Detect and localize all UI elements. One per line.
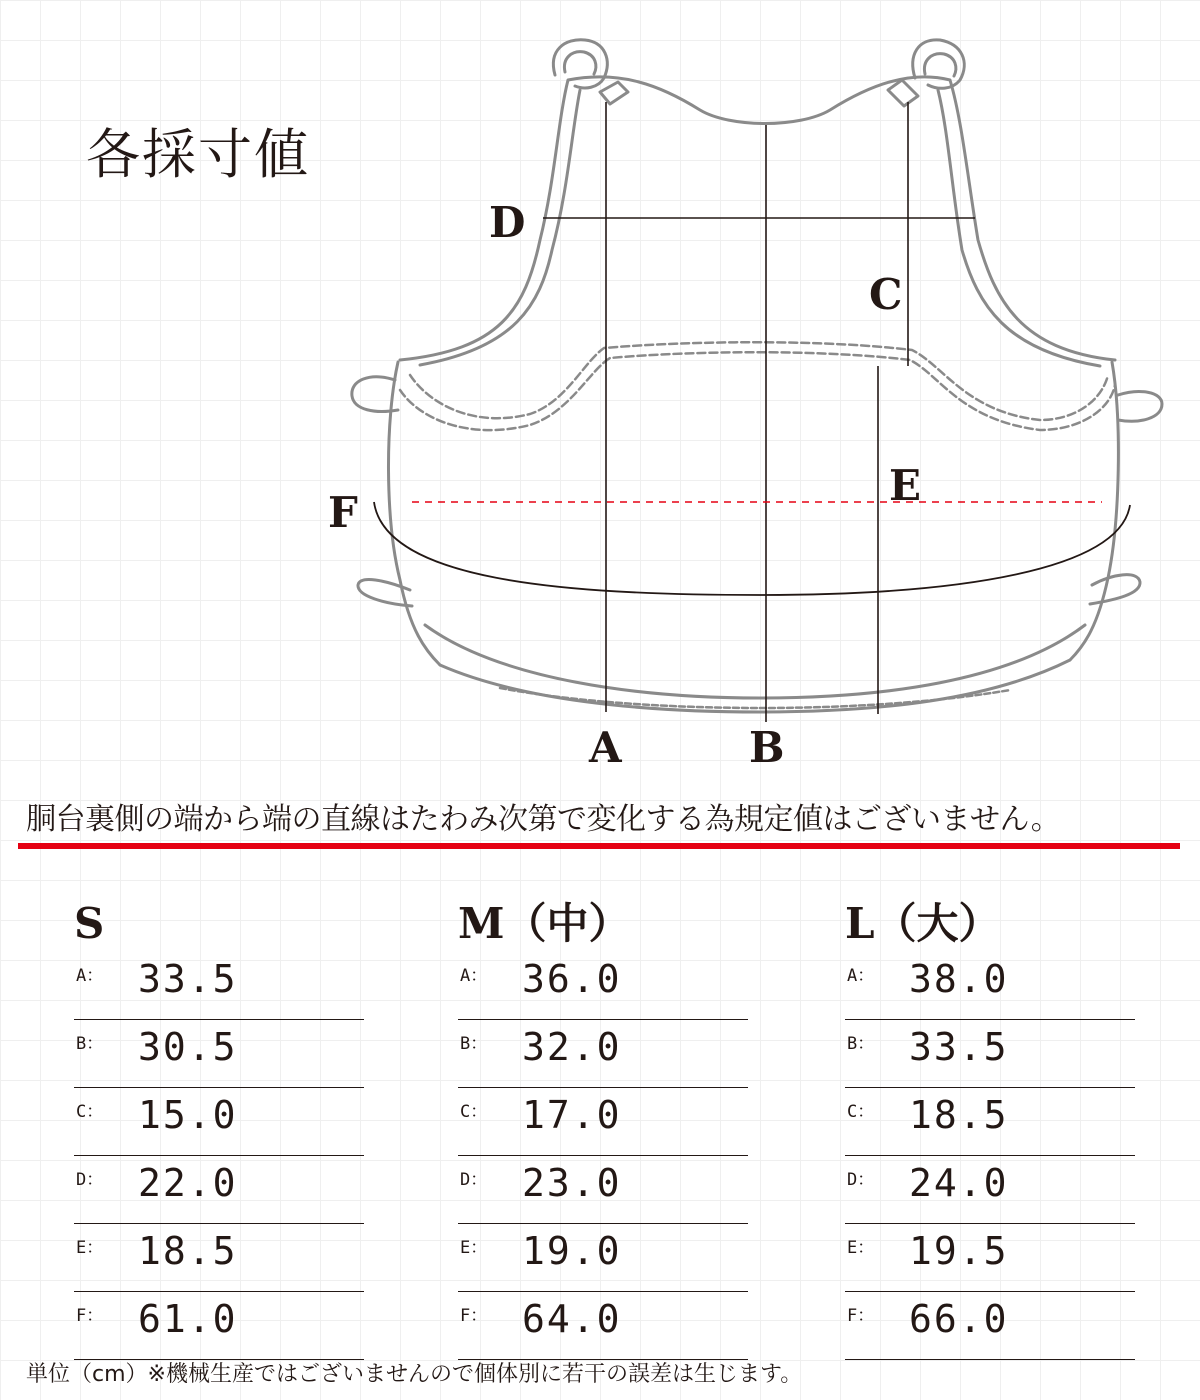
row-key: E： (847, 1238, 875, 1258)
page-title: 各採寸値 (86, 123, 310, 186)
row-key: A： (460, 966, 488, 986)
row-value: 32.0 (522, 1025, 622, 1069)
row-key: A： (847, 966, 875, 986)
table-row (458, 1293, 748, 1360)
row-value: 33.5 (138, 957, 238, 1001)
row-value: 30.5 (138, 1025, 238, 1069)
table-row (458, 1021, 748, 1088)
table-row (458, 1157, 748, 1224)
row-value: 19.5 (909, 1229, 1009, 1273)
row-value: 22.0 (138, 1161, 238, 1205)
row-value: 38.0 (909, 957, 1009, 1001)
row-value: 64.0 (522, 1297, 622, 1341)
row-key: D： (847, 1170, 875, 1190)
row-value: 61.0 (138, 1297, 238, 1341)
measure-curve-f (374, 502, 1130, 595)
size-column-l (845, 895, 1135, 1361)
left-top-loop (553, 40, 607, 88)
size-heading: M（中） (458, 899, 631, 948)
row-key: D： (76, 1170, 104, 1190)
table-row (458, 953, 748, 1020)
table-row (845, 1021, 1135, 1088)
diagram-label-d: D (489, 198, 526, 247)
size-heading: L（大） (845, 899, 1001, 948)
row-value: 33.5 (909, 1025, 1009, 1069)
row-key: C： (460, 1102, 488, 1122)
row-key: B： (847, 1034, 875, 1054)
table-row (458, 1089, 748, 1156)
table-row (845, 1225, 1135, 1292)
diagram-label-a: A (589, 723, 622, 772)
table-row (458, 1225, 748, 1292)
table-row (845, 1157, 1135, 1224)
row-value: 23.0 (522, 1161, 622, 1205)
diagram-label-b: B (749, 723, 785, 772)
row-value: 36.0 (522, 957, 622, 1001)
table-row (74, 1089, 364, 1156)
row-key: F： (847, 1306, 875, 1326)
row-key: B： (460, 1034, 488, 1054)
row-value: 18.5 (909, 1093, 1009, 1137)
table-row (845, 1089, 1135, 1156)
table-row (74, 1225, 364, 1292)
row-key: A： (76, 966, 104, 986)
row-key: F： (460, 1306, 488, 1326)
table-row (74, 1157, 364, 1224)
row-value: 17.0 (522, 1093, 622, 1137)
table-row (845, 953, 1135, 1020)
table-row (74, 1293, 364, 1360)
diagram-label-c: C (869, 270, 903, 319)
row-value: 19.0 (522, 1229, 622, 1273)
table-row (74, 953, 364, 1020)
row-key: F： (76, 1306, 104, 1326)
diagram-label-e: E (889, 461, 922, 510)
table-row (74, 1021, 364, 1088)
red-divider (18, 843, 1180, 849)
unit-footnote: 単位（cm）※機械生産ではございませんので個体別に若干の誤差は生じます。 (26, 1362, 803, 1387)
row-value: 66.0 (909, 1297, 1009, 1341)
size-column-s (74, 895, 364, 1361)
size-heading: S (74, 899, 105, 948)
row-value: 18.5 (138, 1229, 238, 1273)
row-key: E： (76, 1238, 104, 1258)
variation-note: 胴台裏側の端から端の直線はたわみ次第で変化する為規定値はございません。 (26, 802, 1061, 837)
do-barrel (388, 362, 440, 665)
row-key: C： (847, 1102, 875, 1122)
table-row (845, 1293, 1135, 1360)
row-key: C： (76, 1102, 104, 1122)
row-value: 24.0 (909, 1161, 1009, 1205)
row-value: 15.0 (138, 1093, 238, 1137)
size-column-m (458, 895, 748, 1361)
row-key: B： (76, 1034, 104, 1054)
row-key: D： (460, 1170, 488, 1190)
diagram-label-f: F (328, 488, 358, 537)
row-key: E： (460, 1238, 488, 1258)
